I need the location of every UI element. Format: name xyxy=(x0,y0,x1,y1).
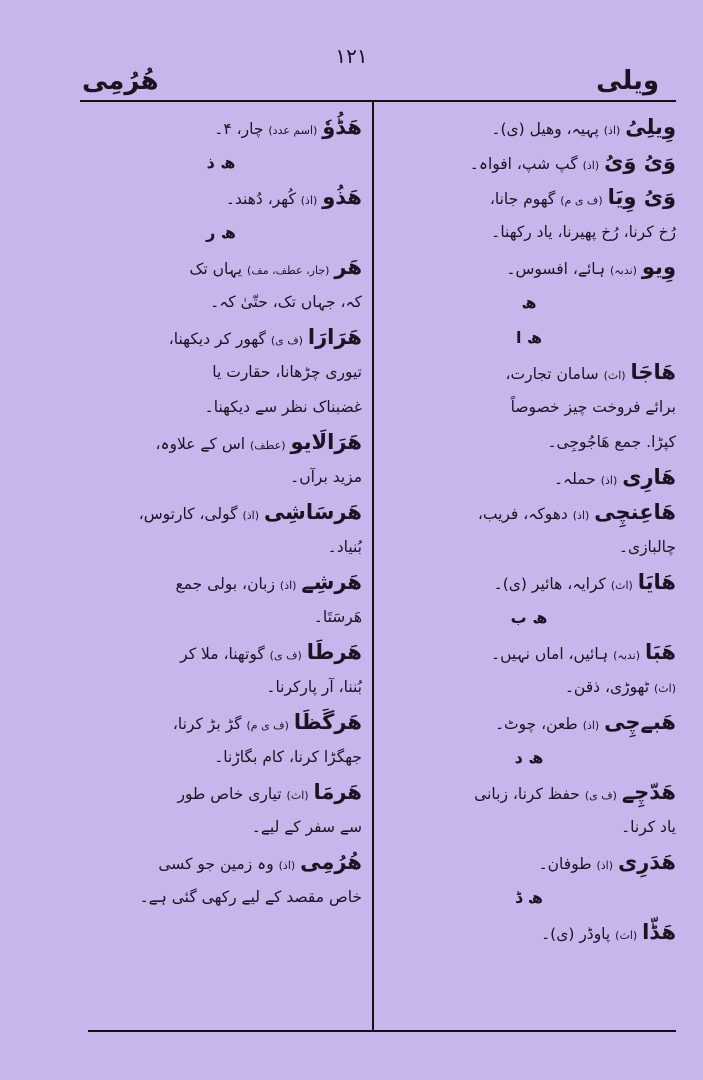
dictionary-entry xyxy=(80,845,362,880)
definition: گڑ بڑ کرنا، xyxy=(172,715,242,733)
grammar-label: (اث) xyxy=(615,929,638,942)
dictionary-entry xyxy=(80,565,362,600)
grammar-label: (ف ی) xyxy=(269,649,302,662)
entry-continuation xyxy=(382,530,676,565)
definition: کُھر، دُھند۔ xyxy=(225,190,296,208)
grammar-label: (اذ) xyxy=(279,579,297,592)
dictionary-entry xyxy=(382,705,676,740)
entry-continuation xyxy=(80,390,362,425)
entry-continuation xyxy=(80,530,362,565)
definition: طوفان۔ xyxy=(538,855,592,873)
headword: ھَرَارَا xyxy=(307,325,362,349)
headword: وَیُ وَیُ xyxy=(604,150,676,174)
entry-continuation xyxy=(382,425,676,460)
definition: زبان، بولی جمع xyxy=(175,575,275,593)
headword: ھَرشِے xyxy=(301,570,362,594)
entry-continuation xyxy=(382,810,676,845)
entry-continuation xyxy=(382,215,676,250)
dictionary-entry xyxy=(80,495,362,530)
page-number: ۱۲۱ xyxy=(335,44,368,68)
headword: ھَرَالَایو xyxy=(290,430,362,454)
dictionary-entry xyxy=(382,180,676,215)
headword: وَیُ وِیَا xyxy=(607,185,676,209)
dictionary-entry xyxy=(80,775,362,810)
dictionary-entry xyxy=(80,705,362,740)
dictionary-entry xyxy=(382,565,676,600)
column-divider xyxy=(372,102,374,1030)
grammar-label: (اث) xyxy=(654,682,676,695)
entry-continuation xyxy=(80,600,362,635)
definition: گھوم جانا، xyxy=(489,190,556,208)
section-heading: ھ xyxy=(521,293,537,312)
headword: ھَرمَا xyxy=(313,780,362,804)
section-heading: ھ ر xyxy=(206,223,236,242)
grammar-label: (اذ) xyxy=(582,719,600,732)
dictionary-entry xyxy=(80,320,362,355)
grammar-label: (ف ی م) xyxy=(560,194,603,207)
entry-continuation xyxy=(80,880,362,915)
definition: برائے فروخت چیز خصوصاً xyxy=(510,398,676,416)
headword: ھَبےچِی xyxy=(604,710,676,734)
dictionary-entry xyxy=(80,250,362,285)
definition: تیاری خاص طور xyxy=(177,785,282,803)
definition: کہ، جہاں تک، حتّیٰ کہ۔ xyxy=(210,293,362,311)
grammar-label: (اث) xyxy=(610,579,633,592)
definition: ہائے، افسوس۔ xyxy=(506,260,606,278)
headword: ھَڈّا xyxy=(642,920,676,944)
definition: کرایہ، ھائیر (ی)۔ xyxy=(493,575,606,593)
section-heading: ھ د xyxy=(514,748,544,767)
definition: ٹھوڑی، ذقن۔ xyxy=(564,678,650,696)
dictionary-entry xyxy=(382,110,676,145)
definition: گھور کر دیکھنا، xyxy=(168,330,266,348)
entry-continuation xyxy=(80,810,362,845)
definition: تیوری چڑھانا، حقارت یا xyxy=(212,363,362,381)
grammar-label: (اث) xyxy=(603,369,626,382)
dictionary-entry xyxy=(382,845,676,880)
dictionary-entry xyxy=(382,250,676,285)
headword: وِیلِیُ xyxy=(625,115,676,139)
grammar-label: (اث) xyxy=(286,789,309,802)
definition: غضبناک نظر سے دیکھنا۔ xyxy=(204,398,362,416)
headword: ھَدَرِی xyxy=(617,850,676,874)
headword: ھَرگَظَا xyxy=(293,710,362,734)
definition: گولی، کارتوس، xyxy=(138,505,238,523)
section-heading: ھ ذ xyxy=(206,153,236,172)
grammar-label: (اذ) xyxy=(596,859,614,872)
headword: ھَاعِنچِی xyxy=(594,500,676,524)
grammar-label: (ف ی) xyxy=(270,334,303,347)
definition: مزید برآں۔ xyxy=(290,468,362,486)
entry-continuation xyxy=(382,390,676,425)
headword: ھَرطَا xyxy=(306,640,362,664)
header-right-guide-word: ویلی xyxy=(596,66,659,96)
definition: سے سفر کے لیے۔ xyxy=(251,818,362,836)
grammar-label: (عطف) xyxy=(249,439,286,452)
definition: سامان تجارت، xyxy=(505,365,599,383)
entry-continuation xyxy=(80,740,362,775)
left-column xyxy=(80,110,362,915)
dictionary-entry xyxy=(80,110,362,145)
definition: طعن، چوٹ۔ xyxy=(494,715,578,733)
dictionary-entry xyxy=(382,775,676,810)
grammar-label: (اذ) xyxy=(300,194,318,207)
dictionary-entry xyxy=(382,635,676,670)
definition: ہائیں، اماں نہیں۔ xyxy=(491,645,609,663)
headword: ھَدّچِے xyxy=(621,780,676,804)
definition: پہیہ، وھیل (ی)۔ xyxy=(491,120,599,138)
headword: ھَڈُوٗ xyxy=(322,115,362,139)
footer-rule xyxy=(88,1030,676,1032)
definition: حملہ۔ xyxy=(553,470,596,488)
grammar-label: (اذ) xyxy=(603,124,621,137)
definition: دھوکہ، فریب، xyxy=(477,505,568,523)
definition: حفظ کرنا، زبانی xyxy=(474,785,580,803)
headword: ھَارِی xyxy=(622,465,676,489)
header-rule xyxy=(80,100,676,102)
grammar-label: (اذ) xyxy=(600,474,618,487)
definition: ھَرسَتَا۔ xyxy=(313,608,362,626)
section-heading: ھ ب xyxy=(510,608,548,627)
definition: یاد کرنا۔ xyxy=(621,818,676,836)
header-left-guide-word: ھُرُمِی xyxy=(82,66,159,96)
definition: خاص مقصد کے لیے رکھی گئی ہے۔ xyxy=(139,888,362,906)
dictionary-entry xyxy=(382,145,676,180)
entry-continuation xyxy=(382,670,676,705)
dictionary-entry xyxy=(80,180,362,215)
definition: وہ زمین جو کسی xyxy=(158,855,274,873)
grammar-label: (اذ) xyxy=(582,159,600,172)
definition: گوتھنا، ملا کر xyxy=(180,645,265,663)
definition: پاوڈر (ی)۔ xyxy=(541,925,611,943)
grammar-label: (اذ) xyxy=(572,509,590,522)
dictionary-entry xyxy=(80,425,362,460)
grammar-label: (ندبہ) xyxy=(613,649,641,662)
definition: بُننا، آر پارکرنا۔ xyxy=(266,678,362,696)
headword: ھَبَا xyxy=(644,640,676,664)
dictionary-entry xyxy=(382,915,676,950)
definition: چالبازی۔ xyxy=(618,538,676,556)
headword: ھُرُمِی xyxy=(300,850,362,874)
definition: گپ شپ، افواہ۔ xyxy=(469,155,578,173)
dictionary-entry xyxy=(382,495,676,530)
definition: چار، ۴۔ xyxy=(214,120,264,138)
headword: وِیو xyxy=(641,255,676,279)
headword: ھَایَا xyxy=(637,570,676,594)
entry-continuation xyxy=(80,460,362,495)
headword: ھَرسَاشِی xyxy=(263,500,362,524)
definition: رُخ کرنا، رُخ پھیرنا، یاد رکھنا۔ xyxy=(491,223,676,241)
definition: اس کے علاوہ، xyxy=(155,435,246,453)
definition: بُنیاد۔ xyxy=(327,538,362,556)
grammar-label: (ندبہ) xyxy=(610,264,637,277)
grammar-label: (اسم عدد) xyxy=(268,124,318,137)
headword: ھَاجَا xyxy=(630,360,676,384)
definition: یہاں تک xyxy=(189,260,243,278)
definition: کپڑا. جمع ھَاجُوجِی۔ xyxy=(547,433,676,451)
section-heading: ھ ڈ xyxy=(515,888,543,907)
entry-continuation xyxy=(80,355,362,390)
dictionary-entry xyxy=(80,635,362,670)
grammar-label: (جار، عطف، مف) xyxy=(247,264,330,277)
dictionary-entry xyxy=(382,355,676,390)
headword: ھَذُو xyxy=(322,185,362,209)
grammar-label: (اذ) xyxy=(278,859,296,872)
grammar-label: (اذ) xyxy=(242,509,259,522)
entry-continuation xyxy=(80,670,362,705)
definition: جھگڑا کرنا، کام بگاڑنا۔ xyxy=(214,748,362,766)
right-column xyxy=(382,110,676,950)
grammar-label: (ف ی) xyxy=(584,789,617,802)
headword: ھَر xyxy=(334,255,362,279)
section-heading: ھ ا xyxy=(515,328,543,347)
entry-continuation xyxy=(80,285,362,320)
grammar-label: (ف ی م) xyxy=(246,719,289,732)
dictionary-entry xyxy=(382,460,676,495)
